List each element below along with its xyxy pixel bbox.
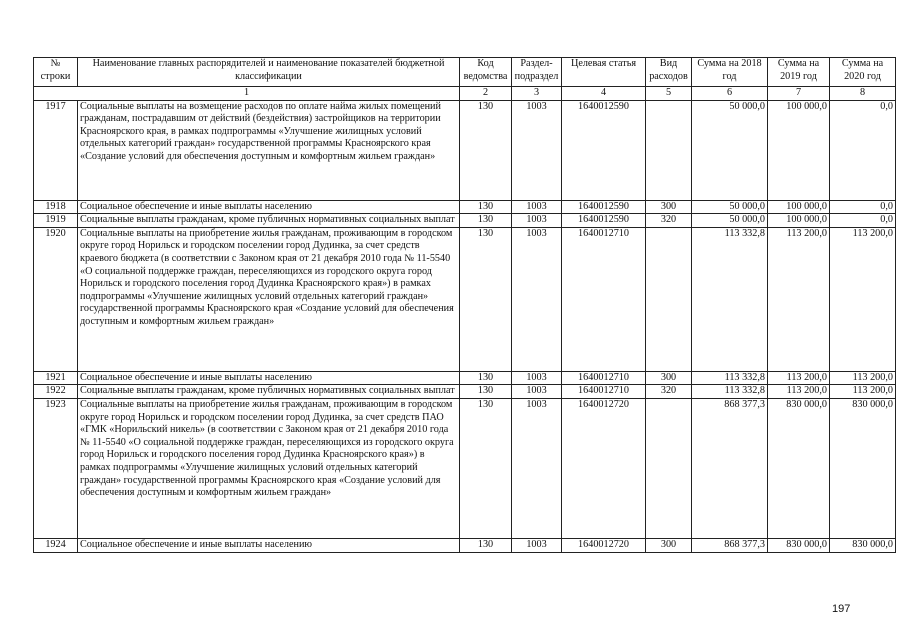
- header-sum-2020: Сумма на 2020 год: [830, 58, 896, 87]
- row-sum-2019: 100 000,0: [768, 200, 830, 214]
- row-expense-type: 300: [646, 371, 692, 385]
- row-sum-2020: 830 000,0: [830, 538, 896, 552]
- header-dept-code: Код ведомства: [460, 58, 512, 87]
- row-target: 1640012590: [562, 200, 646, 214]
- row-section: 1003: [512, 385, 562, 399]
- row-sum-2018: 113 332,8: [692, 371, 768, 385]
- row-sum-2018: 50 000,0: [692, 100, 768, 200]
- row-sum-2019: 830 000,0: [768, 398, 830, 538]
- row-dept-code: 130: [460, 398, 512, 538]
- row-expense-type: 300: [646, 200, 692, 214]
- row-number: 1920: [34, 227, 78, 371]
- row-sum-2018: 113 332,8: [692, 227, 768, 371]
- header-name: Наименование главных распорядителей и наименование показателей бюджетной классификации: [78, 58, 460, 87]
- row-number: 1917: [34, 100, 78, 200]
- table-row: [34, 214, 896, 228]
- row-target: 1640012710: [562, 371, 646, 385]
- row-sum-2019: 100 000,0: [768, 214, 830, 228]
- row-number: 1924: [34, 538, 78, 552]
- row-dept-code: 130: [460, 214, 512, 228]
- row-number: 1918: [34, 200, 78, 214]
- row-section: 1003: [512, 214, 562, 228]
- column-number: 7: [768, 87, 830, 101]
- row-section: 1003: [512, 200, 562, 214]
- table-row: [34, 385, 896, 399]
- row-expense-type: 320: [646, 385, 692, 399]
- row-number: 1921: [34, 371, 78, 385]
- row-name: Социальные выплаты гражданам, кроме публичных нормативных социальных выплат: [78, 385, 460, 399]
- row-sum-2020: 0,0: [830, 214, 896, 228]
- row-sum-2020: 113 200,0: [830, 227, 896, 371]
- header-row-no: № строки: [34, 58, 78, 87]
- row-target: 1640012590: [562, 100, 646, 200]
- row-section: 1003: [512, 398, 562, 538]
- row-name: Социальное обеспечение и иные выплаты населению: [78, 371, 460, 385]
- row-dept-code: 130: [460, 385, 512, 399]
- column-number-row: [34, 87, 896, 101]
- row-expense-type: 300: [646, 538, 692, 552]
- row-dept-code: 130: [460, 100, 512, 200]
- column-number: 2: [460, 87, 512, 101]
- row-sum-2020: 113 200,0: [830, 371, 896, 385]
- table-row: [34, 100, 896, 200]
- header-target: Целевая статья: [562, 58, 646, 87]
- row-sum-2020: 0,0: [830, 100, 896, 200]
- column-number: 5: [646, 87, 692, 101]
- row-number: 1919: [34, 214, 78, 228]
- column-number: 8: [830, 87, 896, 101]
- row-target: 1640012720: [562, 398, 646, 538]
- page-number: 197: [832, 603, 851, 615]
- column-number: 1: [34, 87, 460, 101]
- row-name: Социальные выплаты на возмещение расходов по оплате найма жилых помещений гражданам, пострадавшим от действий (бездействия) застройщиков на территории Красноярского края, в рамках подпрограммы «Улучшение жилищных условий отдельных категорий граждан» государственной программы Красноярского края «Создание условий для обеспечения доступным и комфортным жильем граждан»: [78, 100, 460, 200]
- row-sum-2018: 868 377,3: [692, 538, 768, 552]
- row-name: Социальные выплаты гражданам, кроме публичных нормативных социальных выплат: [78, 214, 460, 228]
- row-expense-type: [646, 398, 692, 538]
- row-name: Социальное обеспечение и иные выплаты населению: [78, 538, 460, 552]
- row-sum-2019: 100 000,0: [768, 100, 830, 200]
- header-row: [34, 58, 896, 87]
- row-target: 1640012590: [562, 214, 646, 228]
- table-row: [34, 538, 896, 552]
- row-number: 1923: [34, 398, 78, 538]
- budget-table: [33, 57, 896, 553]
- row-name: Социальные выплаты на приобретение жилья гражданам, проживающим в городском округе город Норильск и городском поселении город Дудинка, за счет средств краевого бюджета (в соответствии с Законом края от 21 декабря 2010 года № 11-5540 «О социальной поддержке граждан, переселяющихся из городского округа город Норильск и городского поселения город Дудинка Красноярского края») в рамках подпрограммы «Улучшение жилищных условий отдельных категорий граждан» государственной программы Красноярского края «Создание условий для обеспечения доступным и комфортным жильем граждан»: [78, 227, 460, 371]
- row-sum-2018: 113 332,8: [692, 385, 768, 399]
- table-row: [34, 227, 896, 371]
- row-target: 1640012720: [562, 538, 646, 552]
- row-target: 1640012710: [562, 227, 646, 371]
- header-expense-type: Вид расходов: [646, 58, 692, 87]
- row-sum-2018: 50 000,0: [692, 214, 768, 228]
- row-dept-code: 130: [460, 227, 512, 371]
- table-row: [34, 200, 896, 214]
- row-sum-2019: 113 200,0: [768, 385, 830, 399]
- row-dept-code: 130: [460, 200, 512, 214]
- row-section: 1003: [512, 371, 562, 385]
- row-name: Социальные выплаты на приобретение жилья гражданам, проживающим в городском округе город Норильск и городском поселении город Дудинка, за счет средств ПАО «ГМК «Норильский никель» (в соответствии с Законом края от 21 декабря 2010 года № 11-5540 «О социальной поддержке граждан, переселяющихся из городского округа город Норильск и городского поселения город Дудинка Красноярского края») в рамках подпрограммы «Улучшение жилищных условий отдельных категорий граждан» государственной программы Красноярского края «Создание условий для обеспечения доступным и комфортным жильем граждан»: [78, 398, 460, 538]
- row-sum-2020: 113 200,0: [830, 385, 896, 399]
- column-number: 3: [512, 87, 562, 101]
- row-number: 1922: [34, 385, 78, 399]
- row-name: Социальное обеспечение и иные выплаты населению: [78, 200, 460, 214]
- row-section: 1003: [512, 538, 562, 552]
- table-row: [34, 398, 896, 538]
- column-number: 4: [562, 87, 646, 101]
- row-expense-type: 320: [646, 214, 692, 228]
- row-sum-2018: 868 377,3: [692, 398, 768, 538]
- header-sum-2018: Сумма на 2018 год: [692, 58, 768, 87]
- row-target: 1640012710: [562, 385, 646, 399]
- table-row: [34, 371, 896, 385]
- row-sum-2019: 830 000,0: [768, 538, 830, 552]
- row-dept-code: 130: [460, 371, 512, 385]
- header-sum-2019: Сумма на 2019 год: [768, 58, 830, 87]
- row-section: 1003: [512, 227, 562, 371]
- row-sum-2019: 113 200,0: [768, 371, 830, 385]
- row-sum-2020: 0,0: [830, 200, 896, 214]
- column-number: 6: [692, 87, 768, 101]
- header-section: Раздел-подраздел: [512, 58, 562, 87]
- row-sum-2019: 113 200,0: [768, 227, 830, 371]
- row-dept-code: 130: [460, 538, 512, 552]
- row-sum-2018: 50 000,0: [692, 200, 768, 214]
- row-expense-type: [646, 100, 692, 200]
- row-section: 1003: [512, 100, 562, 200]
- row-sum-2020: 830 000,0: [830, 398, 896, 538]
- row-expense-type: [646, 227, 692, 371]
